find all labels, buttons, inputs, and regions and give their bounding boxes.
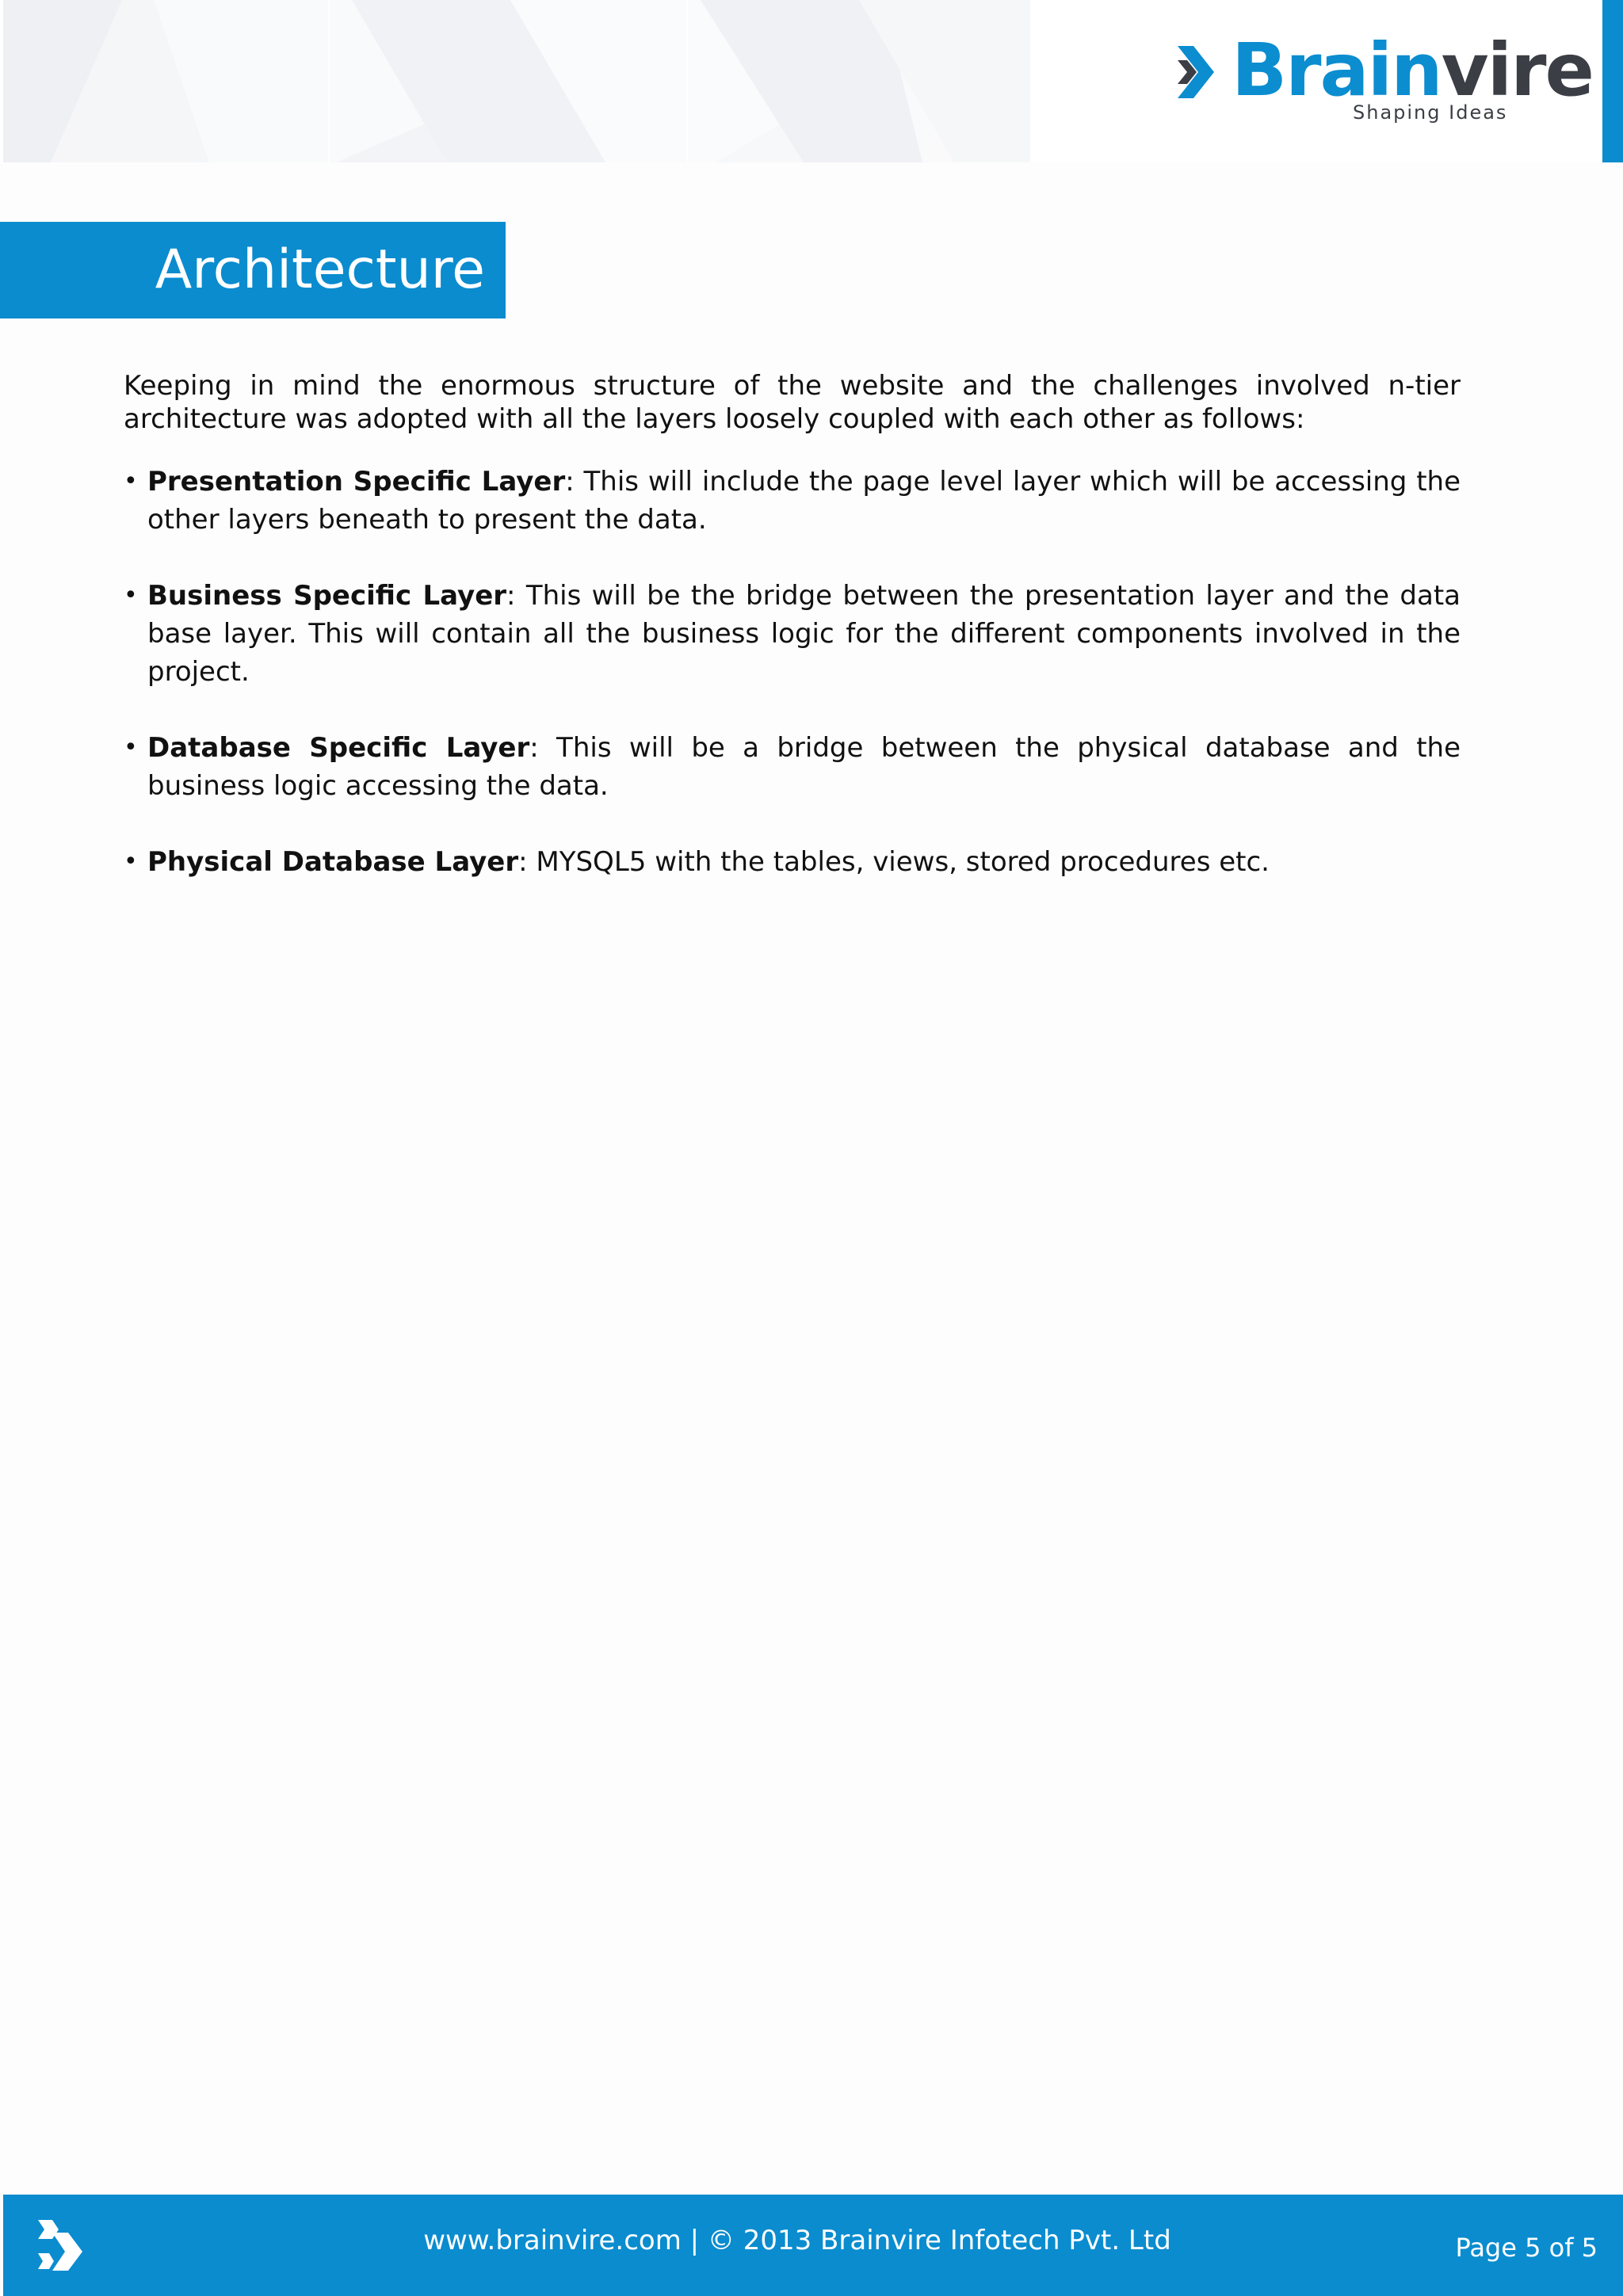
bullet-icon: • [124,734,138,761]
architecture-layer-list [124,463,1461,881]
footer-copyright: www.brainvire.com | © 2013 Brainvire Infotech Pvt. Ltd [423,2225,1171,2256]
brainvire-logo[interactable] [1176,28,1593,130]
section-heading-banner [0,222,506,318]
bullet-icon: • [124,582,138,609]
logo-tagline: Shaping Ideas [1353,101,1508,124]
list-item-business-layer [124,577,1461,691]
header-background-pattern [3,0,1030,162]
brainvire-chevron-logo-icon [1176,44,1217,100]
layer-name: Database Specific Layer [147,732,530,764]
layer-name: Presentation Specific Layer [147,466,566,498]
layer-description: : MYSQL5 with the tables, views, stored procedures etc. [518,846,1270,878]
layer-description: : This will be a bridge between the physical database and the business logic accessing the data. [147,732,1461,802]
section-title: Architecture [155,238,485,301]
bullet-icon: • [124,848,138,875]
intro-paragraph: Keeping in mind the enormous structure of the website and the challenges involved n-tier architecture was adopted with all the layers loosely coupled with each other as follows: [124,370,1461,435]
page-number: Page 5 of 5 [1455,2233,1598,2263]
layer-description: : This will be the bridge between the presentation layer and the data base layer. This will contain all the business logic for the different components involved in the project. [147,580,1461,688]
list-item-presentation-layer [124,463,1461,539]
bullet-icon: • [124,467,138,495]
list-item-physical-database-layer [124,843,1461,881]
layer-name: Physical Database Layer [147,846,519,878]
header-accent-bar [1602,0,1623,162]
logo-word-brain: Brain [1232,28,1442,113]
document-body [124,369,1461,919]
page-header [0,0,1623,162]
layer-name: Business Specific Layer [147,580,507,612]
layer-description: : This will include the page level layer which will be accessing the other layers beneath to present the data. [147,466,1461,536]
page-footer [3,2195,1623,2296]
list-item-database-layer [124,729,1461,805]
logo-word-vire: vire [1441,28,1593,113]
